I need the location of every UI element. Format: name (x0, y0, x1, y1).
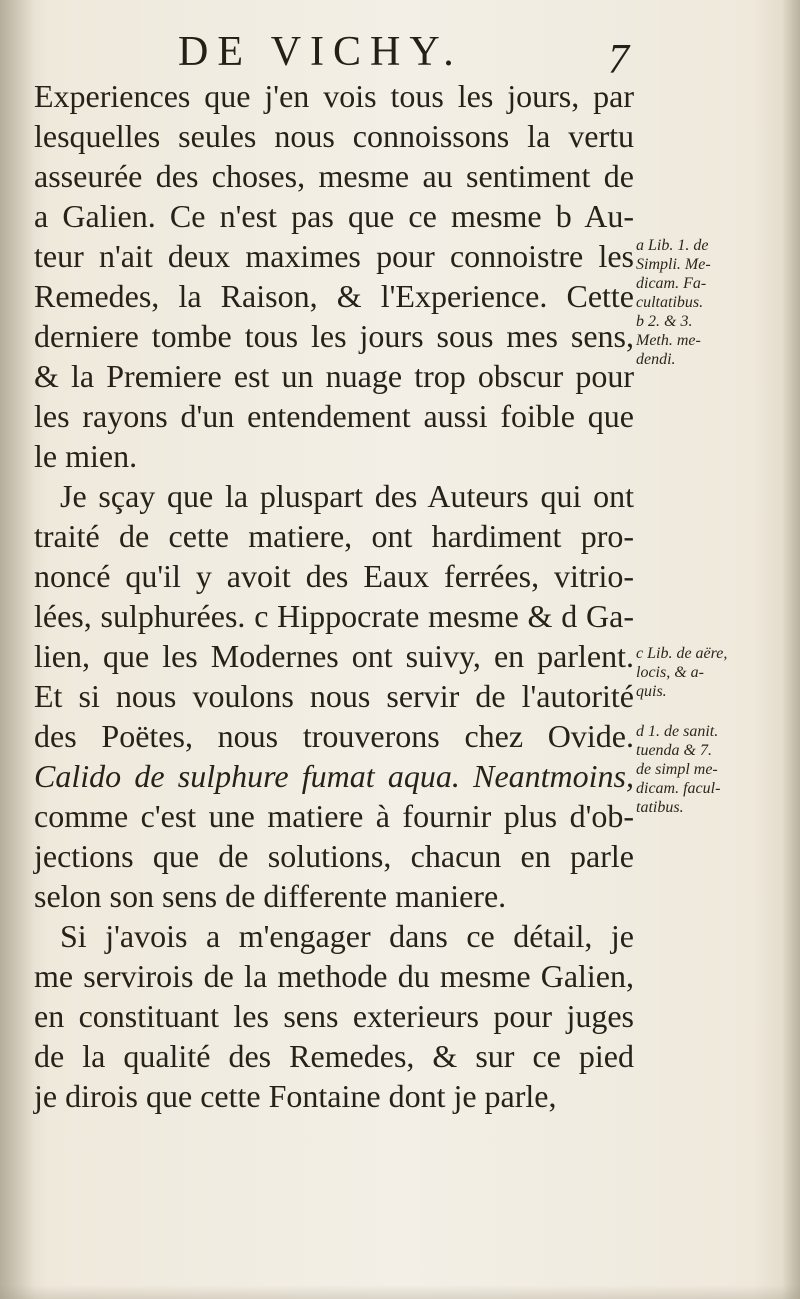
text-line: Et si nous voulons nous servir de l'autorité (34, 678, 634, 714)
margin-note-line: cultatibus. (636, 294, 704, 311)
body-text (34, 76, 634, 1116)
text-line: traité de cette matiere, ont hardiment pro- (34, 518, 634, 554)
margin-note-line: dicam. Fa- (636, 275, 707, 292)
text-line: les rayons d'un entendement aussi foible que (34, 398, 634, 434)
page-number: 7 (608, 37, 629, 83)
margin-note-line: Meth. me- (636, 332, 701, 349)
text-line: le mien. (34, 438, 138, 474)
margin-note-line: locis, & a- (636, 664, 704, 681)
text-line: Remedes, la Raison, & l'Experience. Cette (34, 278, 634, 314)
spine-shadow (0, 0, 34, 1299)
margin-note-d (636, 722, 796, 817)
margin-note-line: tuenda & 7. (636, 742, 712, 759)
margin-note-c (636, 644, 796, 701)
text-line: des Poëtes, nous trouverons chez Ovide. (34, 718, 634, 754)
text-line: derniere tombe tous les jours sous mes sens, (34, 318, 634, 354)
text-line: Experiences que j'en vois tous les jours, par (34, 78, 634, 114)
margin-note-line: a Lib. 1. de (636, 237, 709, 254)
margin-note-line: Simpli. Me- (636, 256, 711, 273)
margin-note-a-b (636, 236, 796, 369)
text-line: noncé qu'il y avoit des Eaux ferrées, vitrio- (34, 558, 634, 594)
margin-note-line: c Lib. de aëre, (636, 645, 728, 662)
margin-note-line: tatibus. (636, 799, 684, 816)
text-line: lien, que les Modernes ont suivy, en parlent. (34, 638, 634, 674)
text-line: de la qualité des Remedes, & sur ce pied (34, 1038, 634, 1074)
text-line: Je sçay que la pluspart des Auteurs qui ont (60, 478, 634, 514)
text-line: selon son sens de differente maniere. (34, 878, 507, 914)
text-line: teur n'ait deux maximes pour connoistre les (34, 238, 634, 274)
text-line: asseurée des choses, mesme au sentiment de (34, 158, 634, 194)
text-line: a Galien. Ce n'est pas que ce mesme b Au- (34, 198, 634, 234)
margin-note-line: quis. (636, 683, 667, 700)
running-title: DE VICHY. (178, 29, 463, 75)
text-line: lées, sulphurées. c Hippocrate mesme & d Ga- (34, 598, 634, 634)
margin-note-line: dicam. facul- (636, 780, 721, 797)
text-line: comme c'est une matiere à fournir plus d'ob- (34, 798, 634, 834)
text-line: & la Premiere est un nuage trop obscur pour (34, 358, 634, 394)
margin-note-line: de simpl me- (636, 761, 718, 778)
margin-note-line: d 1. de sanit. (636, 723, 719, 740)
margin-note-line: b 2. & 3. (636, 313, 693, 330)
text-line: Calido de sulphure fumat aqua. Neantmoins, (34, 758, 634, 794)
bottom-shade (0, 1285, 800, 1299)
margin-note-line: dendi. (636, 351, 676, 368)
text-line: jections que de solutions, chacun en parle (34, 838, 634, 874)
text-line: Si j'avois a m'engager dans ce détail, je (60, 918, 634, 954)
text-line: en constituant les sens exterieurs pour juges (34, 998, 634, 1034)
text-line: je dirois que cette Fontaine dont je parle, (34, 1078, 557, 1114)
text-line: me servirois de la methode du mesme Galien, (34, 958, 634, 994)
text-line: lesquelles seules nous connoissons la vertu (34, 118, 634, 154)
